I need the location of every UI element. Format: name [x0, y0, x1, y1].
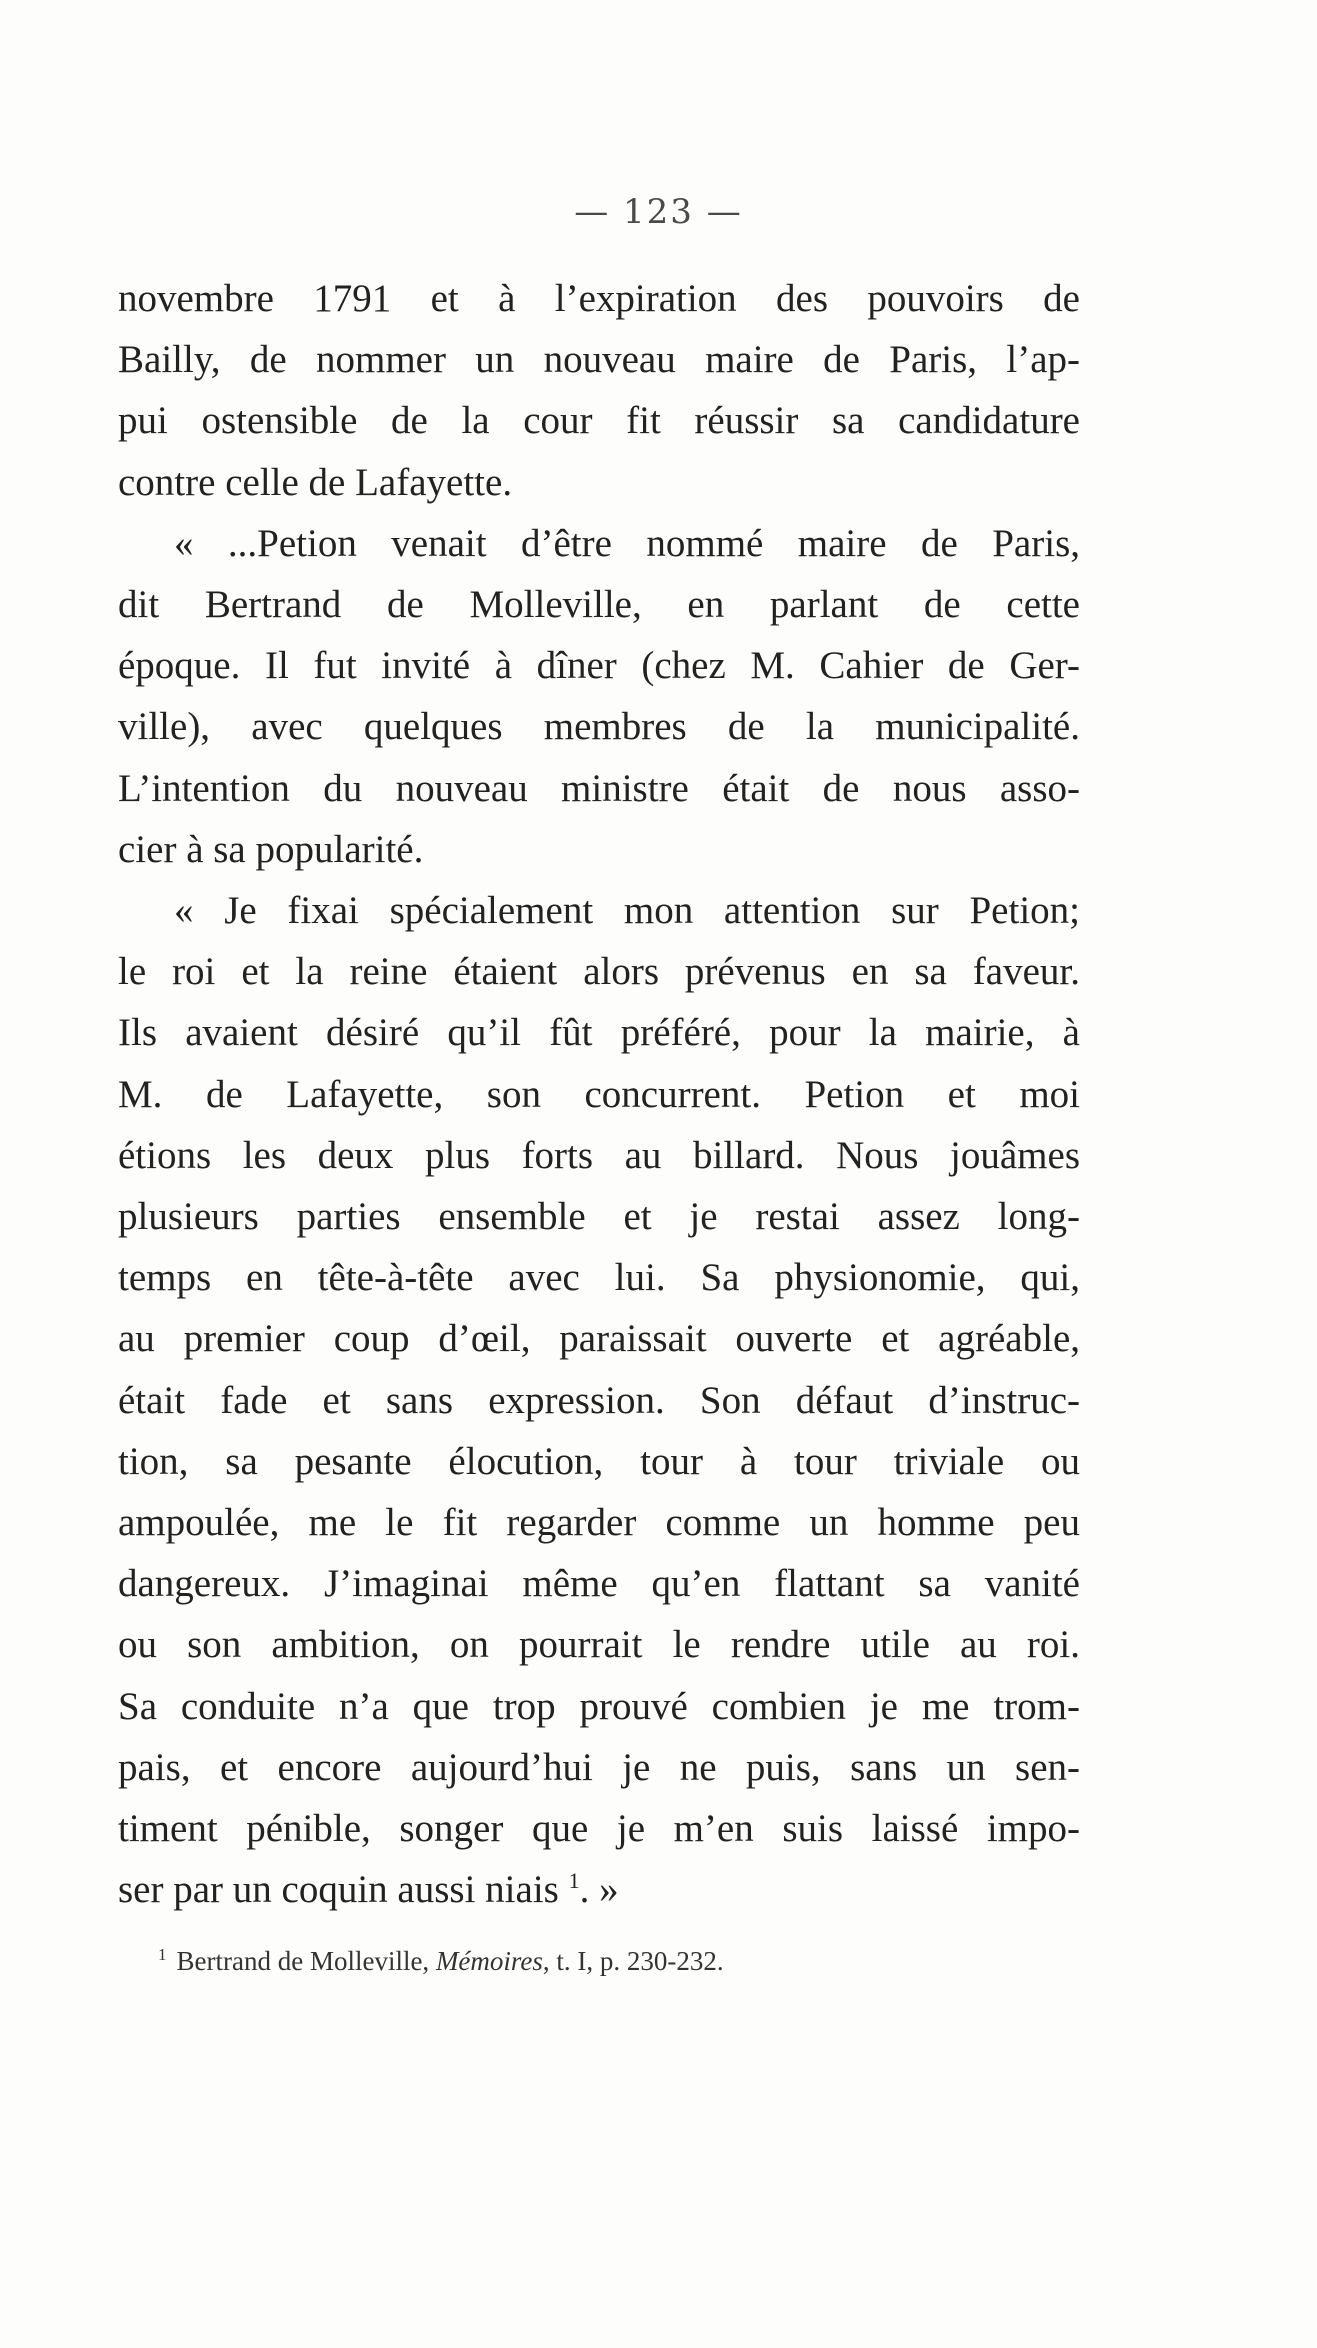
text-line: dit Bertrand de Molleville, en parlant de cette [118, 583, 1080, 627]
paragraph-1 [118, 268, 1080, 513]
text-line: Ils avaient désiré qu’il fût préféré, pour la mairie, à [118, 1011, 1080, 1055]
closing-quote: . » [579, 1868, 619, 1912]
text-line: timent pénible, songer que je m’en suis laissé impo- [118, 1807, 1080, 1851]
text-line: était fade et sans expression. Son défaut d’instruc- [118, 1378, 1080, 1422]
text-line: pui ostensible de la cour fit réussir sa candidature [118, 399, 1080, 443]
footnote-reference: 1 [568, 1868, 580, 1894]
text-line: Bailly, de nommer un nouveau maire de Paris, l’ap- [118, 338, 1080, 382]
page-number: — 123 — [574, 192, 743, 232]
text-line: plusieurs parties ensemble et je restai assez long- [118, 1195, 1080, 1239]
text-line: époque. Il fut invité à dîner (chez M. Cahier de Ger- [118, 644, 1080, 688]
text-line: L’intention du nouveau ministre était de nous asso- [118, 766, 1080, 810]
footnote-citation: , t. I, p. 230-232. [542, 1946, 724, 1976]
text-line: ampoulée, me le fit regarder comme un homme peu [118, 1501, 1080, 1545]
text-line: temps en tête-à-tête avec lui. Sa physionomie, qui, [118, 1256, 1080, 1300]
paragraph-2 [118, 513, 1080, 880]
paragraph-3 [118, 880, 1080, 1920]
text-line: Sa conduite n’a que trop prouvé combien je me trom- [118, 1684, 1080, 1728]
text-line: étions les deux plus forts au billard. Nous jouâmes [118, 1133, 1080, 1177]
footnote-author: Bertrand de Molleville, [176, 1946, 436, 1976]
footnote-marker: 1 [158, 1945, 167, 1964]
text-line: cier à sa popularité. [118, 827, 424, 871]
text-line: contre celle de Lafayette. [118, 460, 513, 504]
text-line: ville), avec quelques membres de la municipalité. [118, 705, 1080, 749]
text-line: au premier coup d’œil, paraissait ouverte et agréable, [118, 1317, 1080, 1361]
text-line: « ...Petion venait d’être nommé maire de Paris, [174, 521, 1080, 565]
text-line: tion, sa pesante élocution, tour à tour triviale ou [118, 1439, 1080, 1483]
text-line: M. de Lafayette, son concurrent. Petion et moi [118, 1072, 1080, 1116]
body-text [118, 268, 1080, 1920]
footnote [158, 1938, 724, 1978]
final-line-text: ser par un coquin aussi niais [118, 1868, 559, 1912]
text-line: ou son ambition, on pourrait le rendre utile au roi. [118, 1623, 1080, 1667]
text-line-final [118, 1859, 1080, 1920]
text-line: novembre 1791 et à l’expiration des pouvoirs de [118, 277, 1080, 320]
text-line: le roi et la reine étaient alors prévenus en sa faveur. [118, 950, 1080, 994]
text-line: « Je fixai spécialement mon attention sur Petion; [174, 889, 1080, 933]
footnote-work-title: Mémoires [435, 1946, 543, 1976]
text-line: dangereux. J’imaginai même qu’en flattant sa vanité [118, 1562, 1080, 1606]
text-line: pais, et encore aujourd’hui je ne puis, sans un sen- [118, 1745, 1080, 1789]
